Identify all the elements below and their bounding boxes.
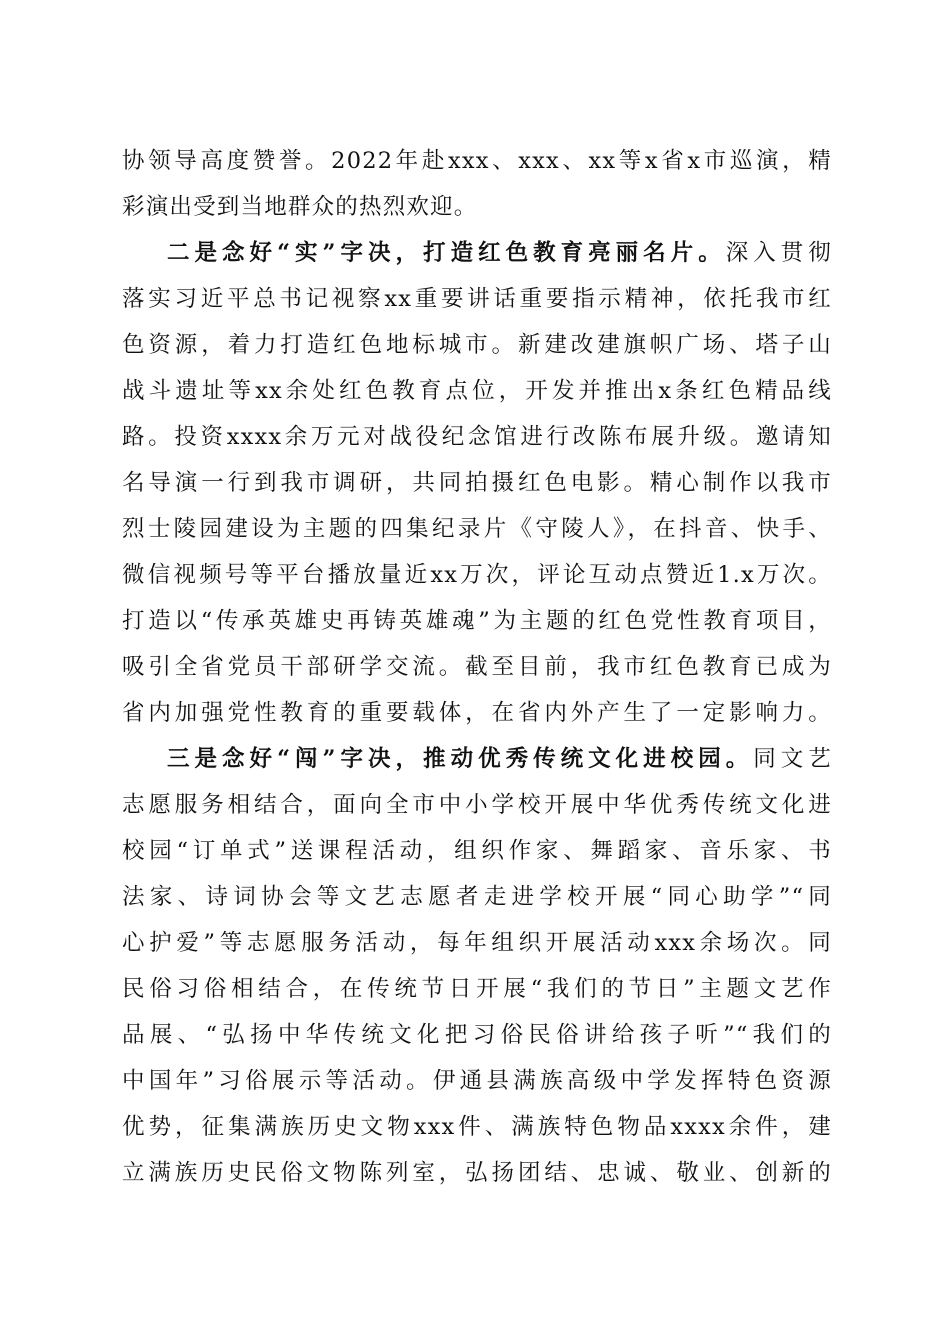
paragraph-3-line: 法家、诗词协会等文艺志愿者走进学校开展“同心助学”“同: [122, 884, 832, 910]
paragraph-3-line: 品展、“弘扬中华传统文化把习俗民俗讲给孩子听”“我们的: [122, 1022, 832, 1048]
paragraph-1-line-2: 彩演出受到当地群众的热烈欢迎。: [122, 194, 478, 220]
paragraph-1-line-1: 协领导高度赞誉。2022年赴xxx、xxx、xx等x省x市巡演，精: [122, 148, 832, 174]
paragraph-3-line: 立满族历史民俗文物陈列室，弘扬团结、忠诚、敬业、创新的: [122, 1160, 832, 1186]
paragraph-2-line: 烈士陵园建设为主题的四集纪录片《守陵人》，在抖音、快手、: [122, 516, 832, 542]
paragraph-2-line: 落实习近平总书记视察xx重要讲话重要指示精神，依托我市红: [122, 286, 832, 312]
paragraph-2-line: 名导演一行到我市调研，共同拍摄红色电影。精心制作以我市: [122, 470, 832, 496]
paragraph-3-heading: 三是念好“闯”字决，推动优秀传统文化进校园。: [167, 746, 754, 772]
paragraph-2-line: 微信视频号等平台播放量近xx万次，评论互动点赞近1.x万次。: [122, 562, 832, 588]
paragraph-2-line: 吸引全省党员干部研学交流。截至目前，我市红色教育已成为: [122, 654, 832, 680]
paragraph-2-line: 路。投资xxxx余万元对战役纪念馆进行改陈布展升级。邀请知: [122, 424, 832, 450]
paragraph-3-line: 优势，征集满族历史文物xxx件、满族特色物品xxxx余件，建: [122, 1114, 832, 1140]
paragraph-2-first-line: [167, 230, 832, 276]
paragraph-3-line: 中国年”习俗展示等活动。伊通县满族高级中学发挥特色资源: [122, 1068, 832, 1094]
paragraph-3-line: 心护爱”等志愿服务活动，每年组织开展活动xxx余场次。同: [122, 930, 832, 956]
paragraph-3-heading-tail: 同文艺: [753, 746, 832, 772]
paragraph-3-line: 校园“订单式”送课程活动，组织作家、舞蹈家、音乐家、书: [122, 838, 832, 864]
paragraph-3-line: 志愿服务相结合，面向全市中小学校开展中华优秀传统文化进: [122, 792, 832, 818]
paragraph-3-line: 民俗习俗相结合，在传统节日开展“我们的节日”主题文艺作: [122, 976, 832, 1002]
paragraph-2-line: 战斗遗址等xx余处红色教育点位，开发并推出x条红色精品线: [122, 378, 832, 404]
paragraph-2-heading: 二是念好“实”字决，打造红色教育亮丽名片。: [167, 240, 726, 266]
paragraph-2-heading-tail: 深入贯彻: [725, 240, 832, 266]
paragraph-2-line: 省内加强党性教育的重要载体，在省内外产生了一定影响力。: [122, 700, 832, 726]
paragraph-2-line: 打造以“传承英雄史再铸英雄魂”为主题的红色党性教育项目，: [122, 608, 832, 634]
paragraph-2-line: 色资源，着力打造红色地标城市。新建改建旗帜广场、塔子山: [122, 332, 832, 358]
paragraph-3-first-line: [167, 736, 832, 782]
